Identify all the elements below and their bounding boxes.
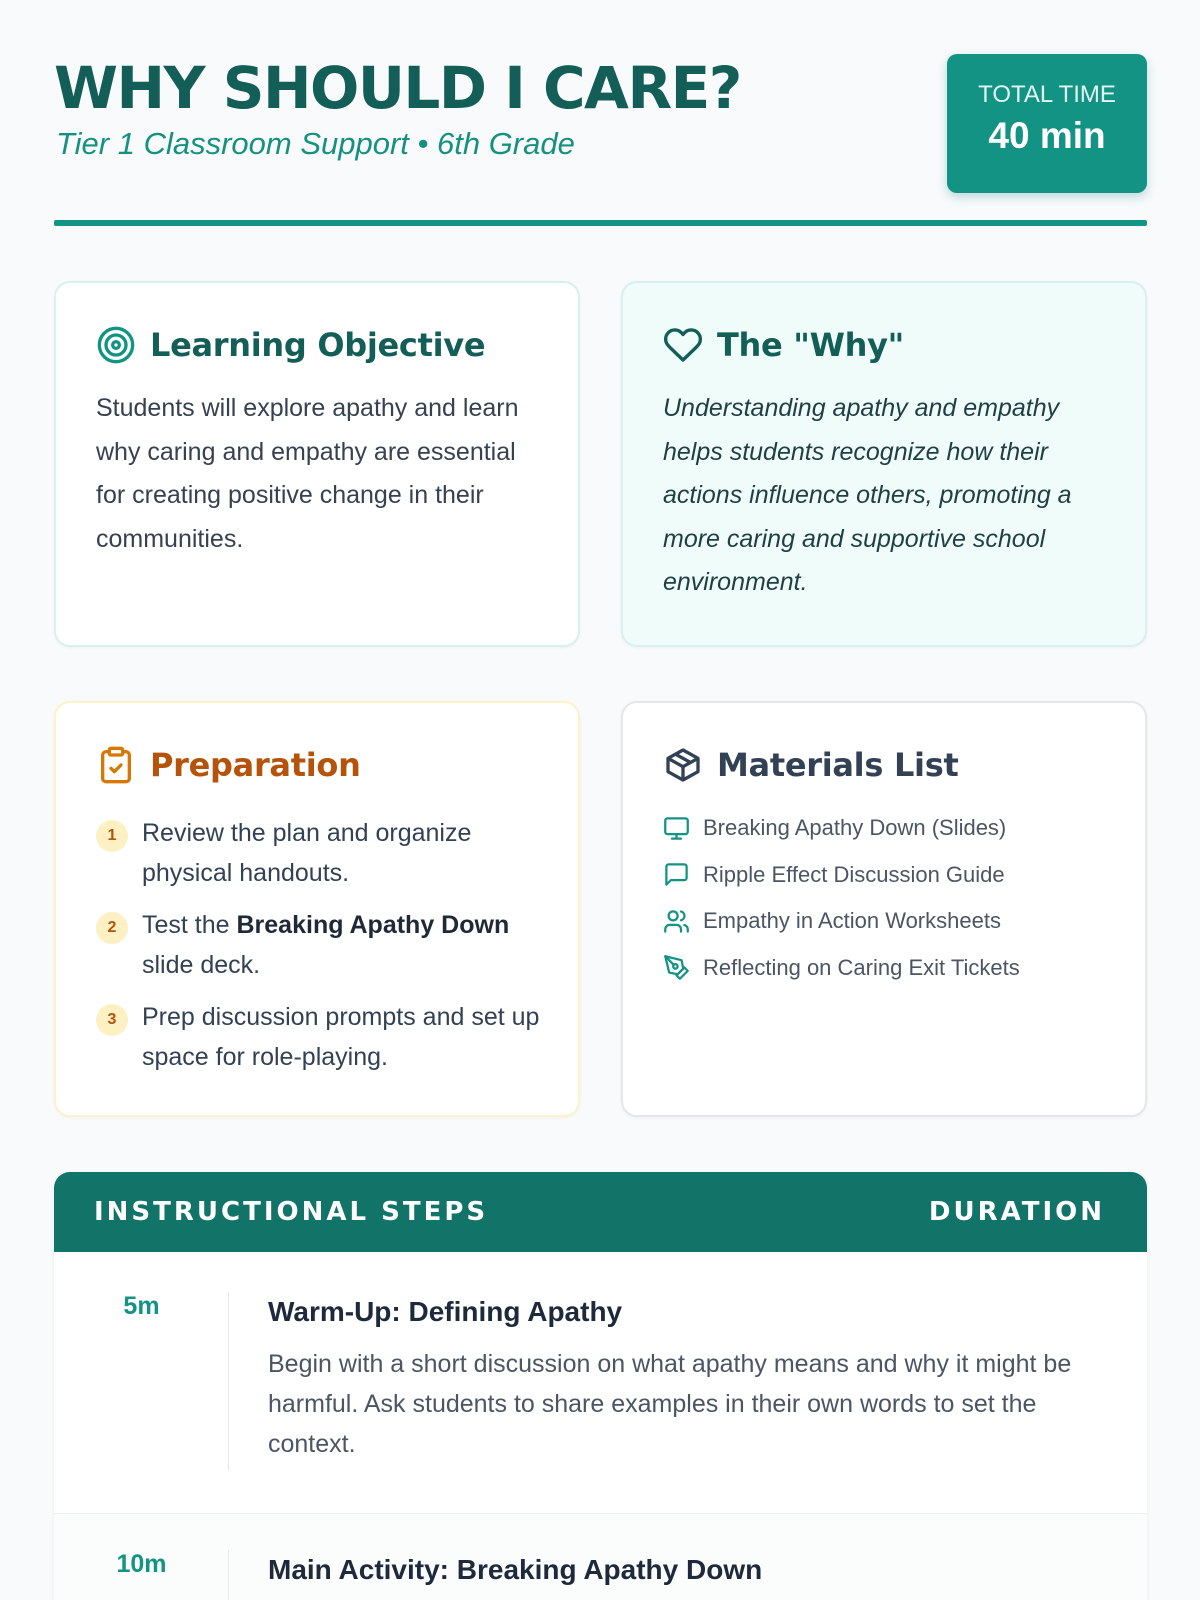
steps-table-header [54,1172,1147,1252]
learning-objective-card [54,281,580,647]
duration-header-label: DURATION [928,1197,1105,1227]
step-content [268,1294,1108,1464]
material-item [663,852,1020,899]
step-row [54,1252,1147,1514]
preparation-card [54,701,580,1117]
step-divider [228,1292,229,1470]
step-description: Begin with a short discussion on what apathy means and why it might be harmful. Ask students to share examples in their own words to set the context. [268,1350,1072,1458]
materials-list [663,805,1020,991]
step-duration: 5m [123,1292,160,1320]
target-icon [96,325,136,365]
material-item [663,898,1020,945]
material-item [663,945,1020,992]
material-label: Ripple Effect Discussion Guide [703,861,1005,887]
material-label: Reflecting on Caring Exit Tickets [703,954,1020,980]
heart-icon [663,325,703,365]
step-title: Warm-Up: Defining Apathy [268,1296,623,1327]
material-label: Empathy in Action Worksheets [703,908,1001,934]
step-number-badge: 2 [96,912,128,944]
preparation-title: Preparation [150,746,361,784]
step-number-badge: 1 [96,820,128,852]
pen-tool-icon [663,954,690,981]
step-duration: 10m [116,1550,167,1578]
preparation-item-text: Prep discussion prompts and set up space for role-playing. [142,1003,540,1071]
material-item [663,805,1020,852]
total-time-label: TOTAL TIME [978,81,1116,108]
total-time-value: 40 min [988,115,1106,156]
users-icon [663,908,690,935]
step-content [268,1552,1108,1588]
clipboard-check-icon [96,745,136,785]
materials-title: Materials List [717,746,959,784]
preparation-item-text-post: slide deck. [142,951,261,979]
monitor-icon [663,815,690,842]
preparation-item-text-bold: Breaking Apathy Down [236,911,510,939]
preparation-item [96,905,546,985]
preparation-item-text-pre: Test the [142,911,237,939]
preparation-item [96,997,546,1077]
page-header [54,0,1147,228]
preparation-item-text: Review the plan and organize physical handouts. [142,819,472,887]
message-icon [663,861,690,888]
step-row [54,1514,1147,1600]
why-title: The "Why" [717,326,905,364]
lesson-plan-page [54,0,1147,1585]
step-number-badge: 3 [96,1004,128,1036]
materials-card [621,701,1147,1117]
why-text: Understanding apathy and empathy helps students recognize how their actions influence others, promoting a more caring and supportive school environment. [663,394,1072,596]
learning-objective-title: Learning Objective [150,326,486,364]
preparation-list [96,813,546,1089]
header-divider [54,220,1147,226]
instructional-steps-table [54,1172,1147,1600]
material-label: Breaking Apathy Down (Slides) [703,815,1007,841]
step-divider [228,1550,229,1600]
steps-header-label: INSTRUCTIONAL STEPS [94,1197,489,1227]
box-icon [663,745,703,785]
preparation-item [96,813,546,893]
total-time-badge [947,54,1147,193]
step-title: Main Activity: Breaking Apathy Down [268,1554,763,1585]
why-card [621,281,1147,647]
page-title: WHY SHOULD I CARE? [54,54,741,122]
page-subtitle: Tier 1 Classroom Support • 6th Grade [56,126,575,161]
learning-objective-text: Students will explore apathy and learn why caring and empathy are essential for creating positive change in their communities. [96,394,519,553]
